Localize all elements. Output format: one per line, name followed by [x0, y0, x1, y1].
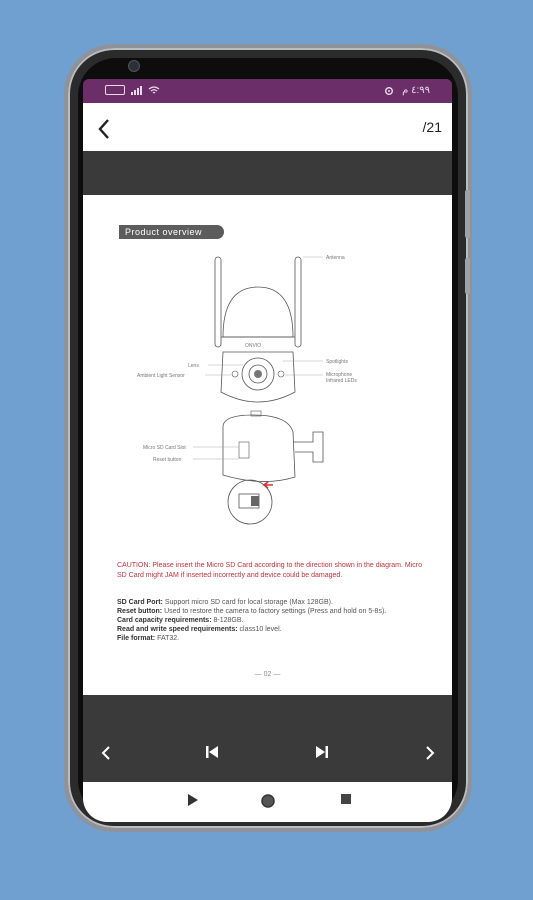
section-title: Product overview [119, 225, 224, 239]
spec-row: Read and write speed requirements: class10 level. [117, 626, 282, 633]
front-camera [128, 60, 140, 72]
status-bar [83, 79, 452, 103]
power-button [465, 258, 470, 294]
page-number: — 02 — [254, 671, 281, 678]
wifi-icon [148, 86, 160, 95]
label-ambient: Ambient Light Sensor [137, 373, 185, 379]
specs-list [117, 598, 422, 643]
battery-icon [105, 85, 125, 95]
settings-icon [384, 86, 394, 96]
page-count: /21 [422, 119, 442, 135]
label-infrared: Infrared LEDs [326, 378, 357, 384]
nav-recents-button[interactable] [340, 793, 352, 805]
system-nav-bar [83, 782, 452, 822]
viewer-background [83, 151, 452, 195]
label-spotlights: Spotlights [326, 359, 348, 365]
label-microphone: Microphone [326, 372, 353, 378]
spec-row: SD Card Port: Support micro SD card for local storage (Max 128GB). [117, 599, 333, 606]
volume-button [465, 190, 470, 238]
first-page-button[interactable] [205, 745, 219, 759]
label-sd-slot: Micro SD Card Slot [143, 445, 186, 451]
nav-home-button[interactable] [260, 793, 276, 809]
label-lens: Lens [188, 363, 199, 369]
back-button[interactable] [97, 117, 111, 141]
spec-row: Card capacity requirements: 8-128GB. [117, 617, 244, 624]
brand-label: ONVIO [245, 343, 262, 349]
spec-row: Reset button: Used to restore the camera to factory settings (Press and hold on 5-8s). [117, 608, 387, 615]
signal-icon [131, 86, 142, 95]
last-page-button[interactable] [315, 745, 329, 759]
label-antenna: Antenna [326, 255, 345, 261]
status-time: ٤:٩٩ م [402, 85, 430, 96]
next-page-button[interactable] [425, 745, 435, 761]
page-controls [83, 695, 452, 782]
spec-row: File format: FAT32. [117, 635, 180, 642]
caution-text: CAUTION: Please insert the Micro SD Card according to the direction shown in the diagram. Micro SD Card might JAM if inserted incorrectly and device could be damaged. [117, 562, 423, 579]
screen [83, 79, 452, 822]
camera-diagram [123, 247, 423, 547]
app-toolbar [83, 103, 452, 151]
prev-page-button[interactable] [101, 745, 111, 761]
label-reset: Reset button [153, 457, 182, 463]
document-page[interactable] [83, 195, 452, 695]
nav-back-button[interactable] [187, 793, 199, 807]
